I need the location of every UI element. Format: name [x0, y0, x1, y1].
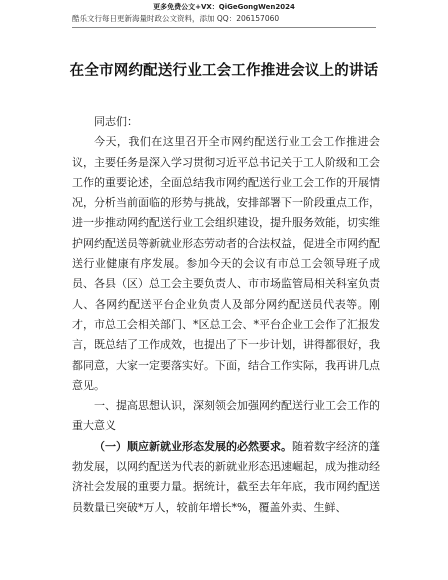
subsection-paragraph: [72, 437, 380, 518]
page-header: 酷乐文行每日更新海量时政公文资料，添加 QQ：206157060: [72, 14, 280, 23]
subsection-text: 随着数字经济的蓬勃发展，以网约配送为代表的新就业形态迅速崛起，成为推动经济社会发展的重要力量。据统计，截至去年年底，我市网约配送员数量已突破*万人，较前年增长*%，覆盖外卖、生鲜、: [72, 439, 380, 514]
section-heading: 一、提高思想认识，深刻领会加强网约配送行业工会工作的重大意义: [72, 399, 380, 433]
subsection-lead: （一）顺应新就业形态发展的必然要求。: [94, 439, 292, 453]
document-title: 在全市网约配送行业工会工作推进会议上的讲话: [69, 63, 379, 79]
header-divider: [72, 27, 376, 28]
document-body: [72, 112, 380, 518]
salutation: 同志们：: [94, 115, 138, 128]
paragraph: 今天，我们在这里召开全市网约配送行业工会工作推进会议，主要任务是深入学习贯彻习近平总书记关于工人阶级和工会工作的重要论述，全面总结我市网约配送行业工会工作的开展情况，分析当前面临的形势与挑战，安排部署下一阶段重点工作，进一步推动网约配送行业工会组织建设，提升服务效能，切实维护网约配送员等新就业形态劳动者的合法权益，促进全市网约配送行业健康有序发展。参加今天的会议有市总工会领导班子成员、各县（区）总工会主要负责人、市市场监管局相关科室负责人、各网约配送平台企业负责人及部分网约配送员代表等。刚才，市总工会相关部门、*区总工会、*平台企业工会作了汇报发言，既总结了工作成效，也提出了下一步计划，讲得都很好，我都同意，大家一定要落实好。下面，结合工作实际，我再讲几点意见。: [72, 135, 380, 392]
top-banner: 更多免费公文+VX：QiGeGongWen2024: [153, 3, 295, 11]
